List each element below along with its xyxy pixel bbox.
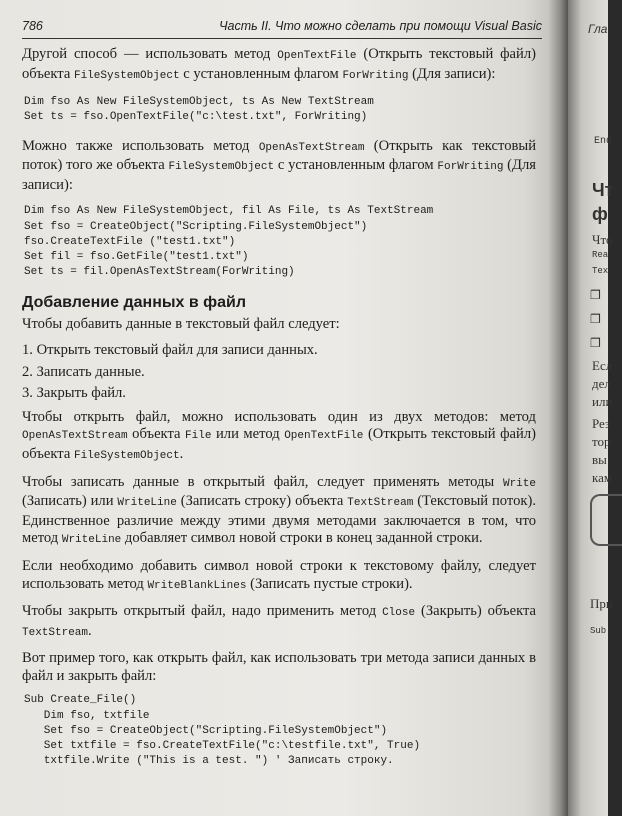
list-item: 2. Записать данные. (22, 363, 145, 380)
right-header: Гла (588, 22, 608, 36)
bullet-icon: ❒ (590, 336, 601, 350)
book-page-right (568, 0, 614, 816)
right-para2-line1: Рез (592, 416, 611, 431)
right-para1-line2: дел (592, 376, 611, 391)
right-figure-frame (590, 494, 622, 546)
right-heading-line1: Чт (592, 180, 614, 200)
right-code-line-2: Tex (592, 266, 609, 276)
right-para1-line1: Есл (592, 358, 613, 373)
page-number: 786 (22, 19, 43, 33)
right-para1-line3: или (592, 394, 613, 409)
paragraph-close-file: Чтобы закрыть открытый файл, надо применить метод Close (Закрыть) объекта TextStream. (22, 603, 536, 639)
paragraph-example-intro: Вот пример того, как открыть файл, как использовать три метода записи данных в файл и закрыть файл: (22, 650, 536, 684)
code-block-2: Dim fso As New FileSystemObject, fil As File, ts As TextStream Set fso = CreateObject("Scripting.FileSystemObject") fso.CreateTextFile ("test1.txt") Set fil = fso.GetFile("test1.txt") Set ts = fil.OpenAsTextStream(ForWriting) (24, 205, 434, 279)
paragraph-intro-steps: Чтобы добавить данные в текстовый файл следует: (22, 316, 340, 333)
steps-list (22, 342, 536, 403)
code-block-1: Dim fso As New FileSystemObject, ts As New TextStream Set ts = fso.OpenTextFile("c:\test.txt", ForWriting) (24, 96, 374, 124)
right-code-sub: Sub (590, 626, 607, 636)
list-item: 1. Открыть текстовый файл для записи данных. (22, 341, 318, 358)
right-text-line: Что (592, 232, 613, 247)
code-block-3: Sub Create_File() Dim fso, txtfile Set fso = CreateObject("Scripting.FileSystemObject") Set txtfile = fso.CreateTextFile("c:\testfile.txt", True) txtfile.Write ("This is a test. ") ' Записать строку. (24, 694, 421, 768)
paragraph-write-data: Чтобы записать данные в открытый файл, следует применять методы Write (Записать) или WriteLine (Записать строку) объекта TextStream (Текстовый поток). Единственное различие между этими двумя методами заключается в том, что метод WriteLine добавляет символ новой строки в конец заданной строки. (22, 473, 536, 547)
bullet-icon: ❒ (590, 312, 601, 326)
page-content (22, 46, 536, 782)
right-para2-line2: тор (592, 434, 611, 449)
right-text-pri: При (590, 596, 613, 611)
right-para2-line4: кам (592, 470, 613, 485)
right-para2-line3: вы (592, 452, 607, 467)
running-title: Часть II. Что можно сделать при помощи Visual Basic (219, 19, 542, 33)
paragraph-openastextstream: Можно также использовать метод OpenAsTextStream (Открыть как текстовый поток) того же объекта FileSystemObject с установленным флагом ForWriting (Для записи): (22, 137, 536, 193)
right-heading-line2: ф (592, 204, 608, 224)
section-heading: Добавление данных в файл (22, 294, 247, 312)
right-code-end: End (594, 136, 613, 147)
list-item: 3. Закрыть файл. (22, 385, 126, 402)
paragraph-blank-lines: Если необходимо добавить символ новой строки к текстовому файлу, следует использовать метод WriteBlankLines (Записать пустые строки). (22, 557, 536, 592)
paragraph-open-file: Чтобы открыть файл, можно использовать один из двух методов: метод OpenAsTextStream объекта File или метод OpenTextFile (Открыть текстовый файл) объекта FileSystemObject. (22, 408, 536, 462)
right-code-line-1: Rea (592, 250, 609, 260)
page-header (22, 16, 542, 39)
bullet-icon: ❒ (590, 288, 601, 302)
page-gutter-shadow (548, 0, 568, 816)
paragraph-opentextfile: Другой способ — использовать метод OpenTextFile (Открыть текстовый файл) объекта FileSystemObject с установленным флагом ForWriting (Для записи): (22, 46, 536, 82)
